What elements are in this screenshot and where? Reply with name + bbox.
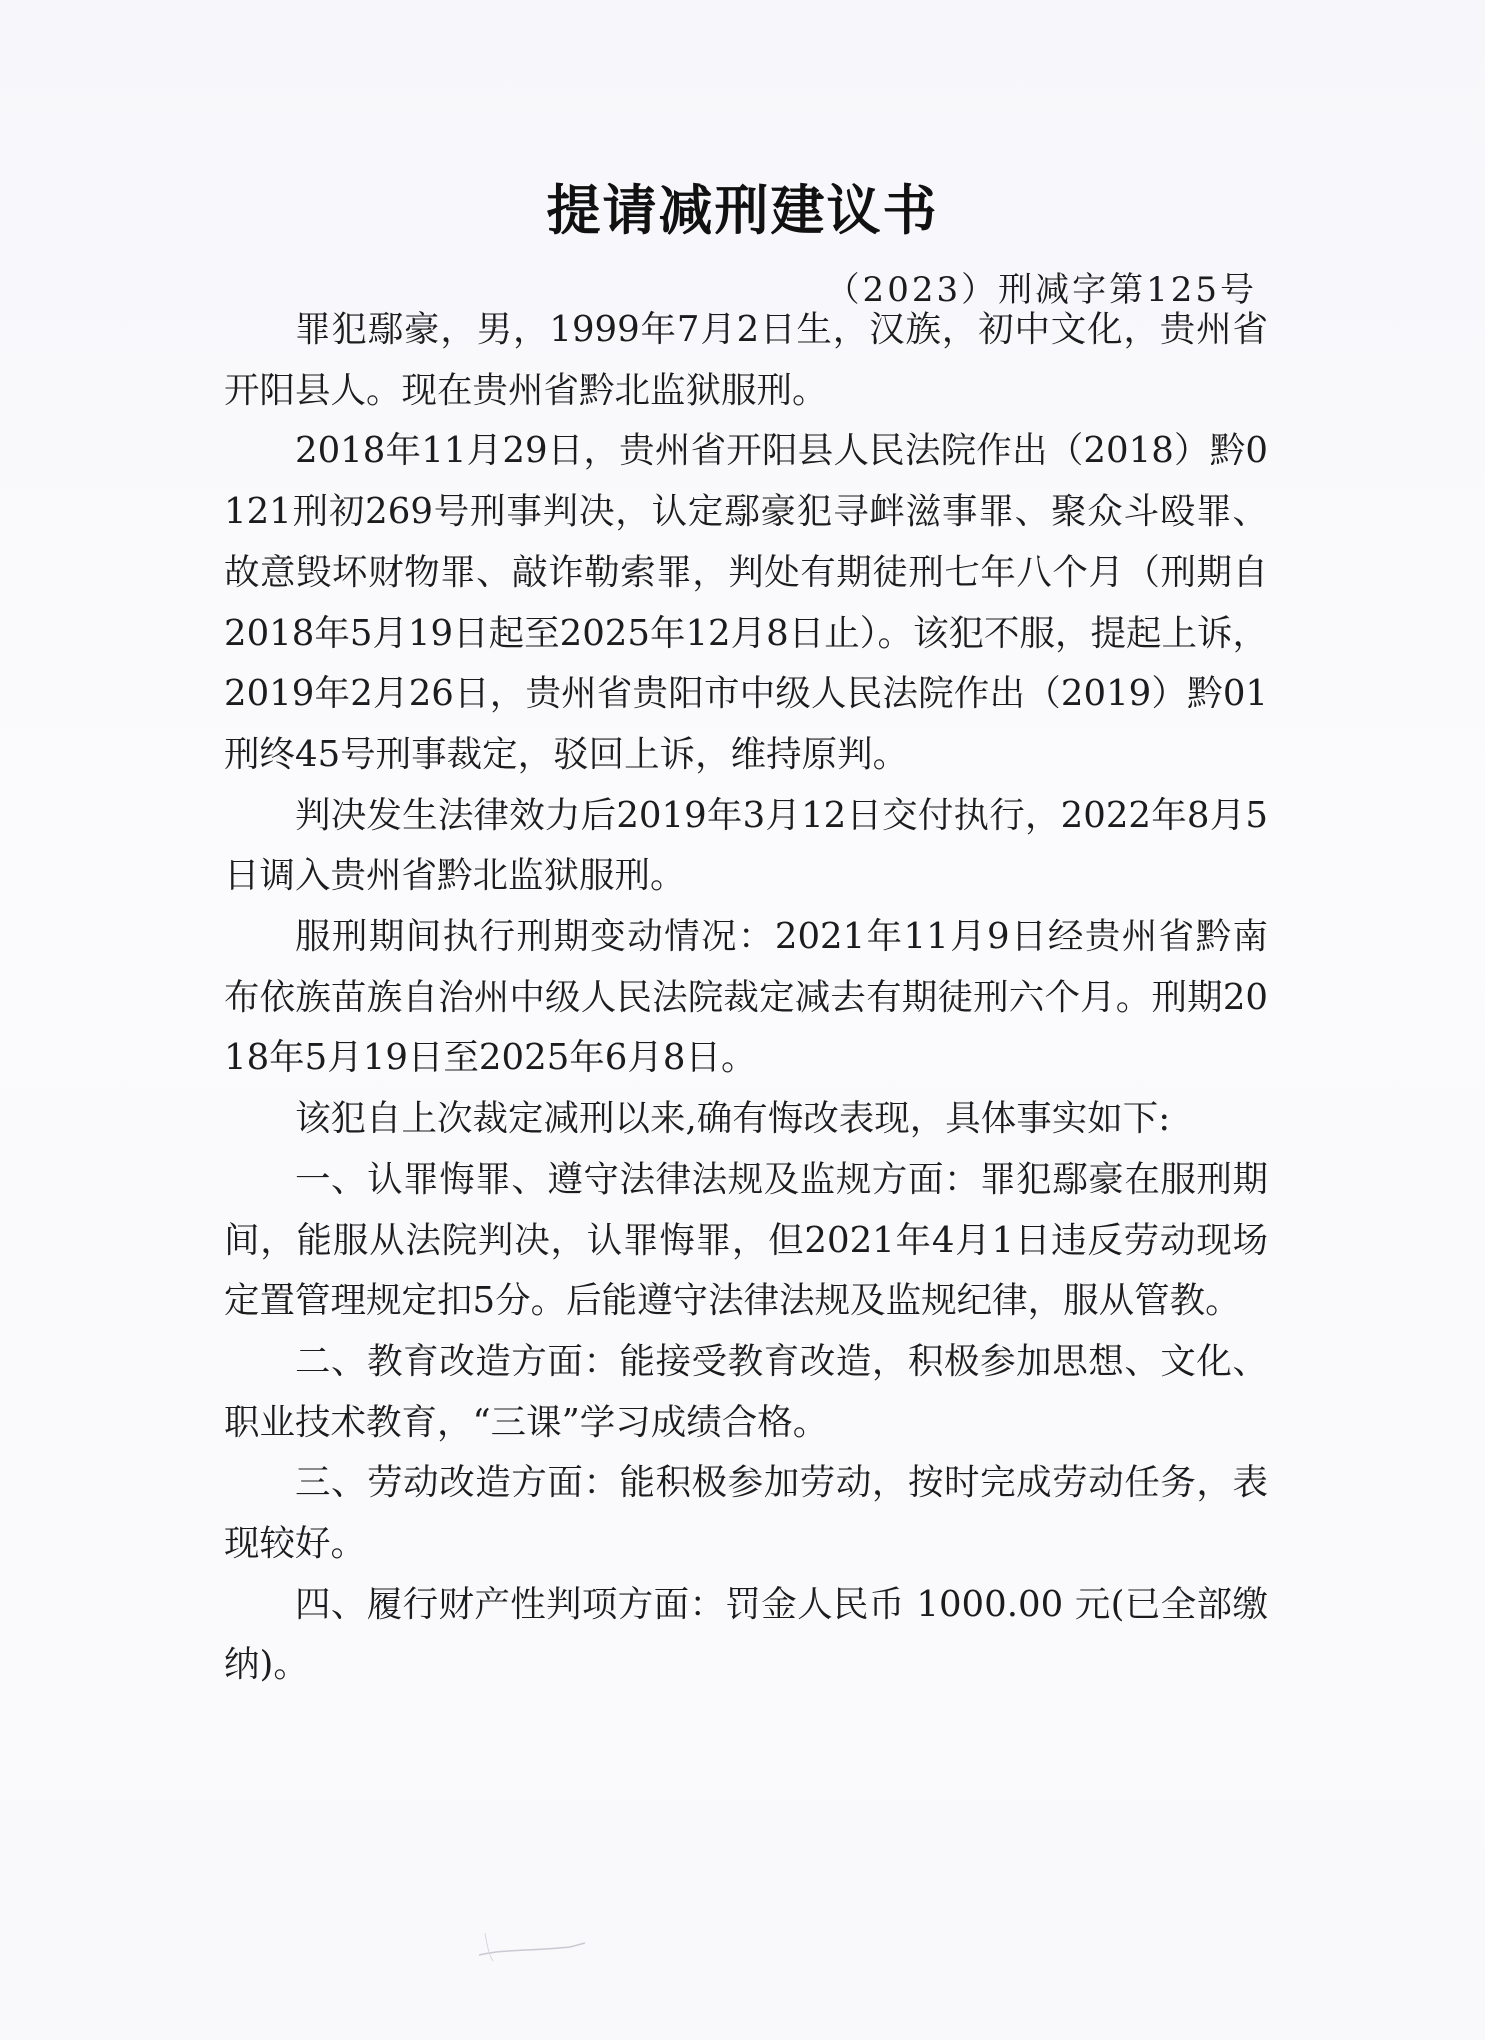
scan-mark — [475, 1925, 590, 1965]
document-body — [224, 300, 1268, 1696]
paragraph-item-2: 二、教育改造方面：能接受教育改造，积极参加思想、文化、职业技术教育，“三课”学习成绩合格。 — [224, 1340, 1268, 1443]
paragraph-repentance-intro: 该犯自上次裁定减刑以来,确有悔改表现，具体事实如下: — [295, 1098, 1171, 1140]
paragraph-judgment: 2018年11月29日，贵州省开阳县人民法院作出（2018）黔0121刑初269号刑事判决，认定鄢豪犯寻衅滋事罪、聚众斗殴罪、故意毁坏财物罪、敲诈勒索罪，判处有期徒刑七年八个月（刑期自2018年5月19日起至2025年12月8日止）。该犯不服，提起上诉，2019年2月26日，贵州省贵阳市中级人民法院作出（2019）黔01刑终45号刑事裁定，驳回上诉，维持原判。 — [224, 430, 1268, 775]
paragraph-sentence-change: 服刑期间执行刑期变动情况：2021年11月9日经贵州省黔南布依族苗族自治州中级人民法院裁定减去有期徒刑六个月。刑期2018年5月19日至2025年6月8日。 — [224, 916, 1268, 1079]
paragraph-offender-info: 罪犯鄢豪，男，1999年7月2日生，汉族，初中文化，贵州省开阳县人。现在贵州省黔北监狱服刑。 — [224, 309, 1268, 411]
paragraph-item-4: 四、履行财产性判项方面：罚金人民币 1000.00 元(已全部缴纳)。 — [224, 1583, 1268, 1686]
document-number: （2023）刑减字第125号 — [825, 270, 1257, 310]
paragraph-execution: 判决发生法律效力后2019年3月12日交付执行，2022年8月5日调入贵州省黔北监狱服刑。 — [224, 794, 1268, 897]
paragraph-item-3: 三、劳动改造方面：能积极参加劳动，按时完成劳动任务，表现较好。 — [224, 1462, 1268, 1565]
document-title: 提请减刑建议书 — [546, 179, 939, 242]
paragraph-item-1: 一、认罪悔罪、遵守法律法规及监规方面：罪犯鄢豪在服刑期间，能服从法院判决，认罪悔罪，但2021年4月1日违反劳动现场定置管理规定扣5分。后能遵守法律法规及监规纪律，服从管教。 — [224, 1158, 1268, 1322]
